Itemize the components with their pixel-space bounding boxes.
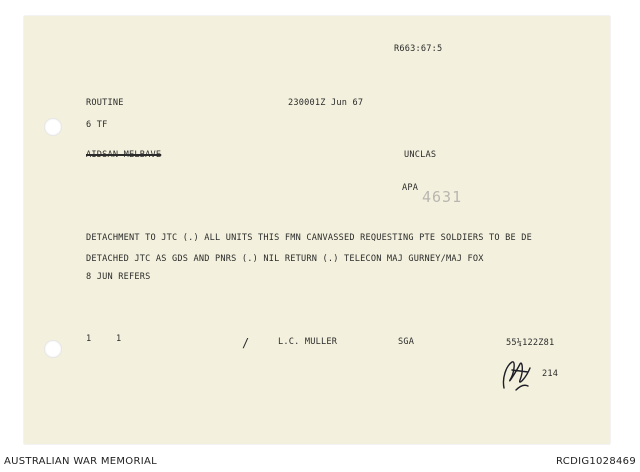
time-code: 55¼122Z81 xyxy=(506,338,555,348)
from-unit: 6 TF xyxy=(86,120,108,130)
date-time-group: 230001Z Jun 67 xyxy=(288,98,364,108)
initials: 214 xyxy=(542,369,559,379)
info-line: APA xyxy=(402,183,419,193)
addressee-struck: AIDSAN MELBAVE xyxy=(86,150,162,160)
message-form-paper xyxy=(24,16,610,444)
body-line-3: 8 JUN REFERS xyxy=(86,272,151,282)
classification: UNCLAS xyxy=(404,150,437,160)
stamp-number: 4631 xyxy=(422,188,463,206)
originator-rank: SGA xyxy=(398,337,415,347)
reference-number: R663:67:5 xyxy=(394,44,443,54)
footer-catalog-id: RCDIG1028469 xyxy=(556,456,636,467)
footer-archive-name: AUSTRALIAN WAR MEMORIAL xyxy=(4,456,157,467)
page-count-b: 1 xyxy=(116,334,122,344)
signature-icon xyxy=(496,350,540,396)
slash-mark: / xyxy=(242,336,250,350)
precedence: ROUTINE xyxy=(86,98,124,108)
originator-name: L.C. MULLER xyxy=(278,337,338,347)
body-line-2: DETACHED JTC AS GDS AND PNRS (.) NIL RETURN (.) TELECON MAJ GURNEY/MAJ FOX xyxy=(86,254,484,264)
page-count-a: 1 xyxy=(86,334,92,344)
punch-hole-top xyxy=(44,118,62,136)
punch-hole-bottom xyxy=(44,340,62,358)
body-line-1: DETACHMENT TO JTC (.) ALL UNITS THIS FMN CANVASSED REQUESTING PTE SOLDIERS TO BE DE xyxy=(86,233,533,243)
